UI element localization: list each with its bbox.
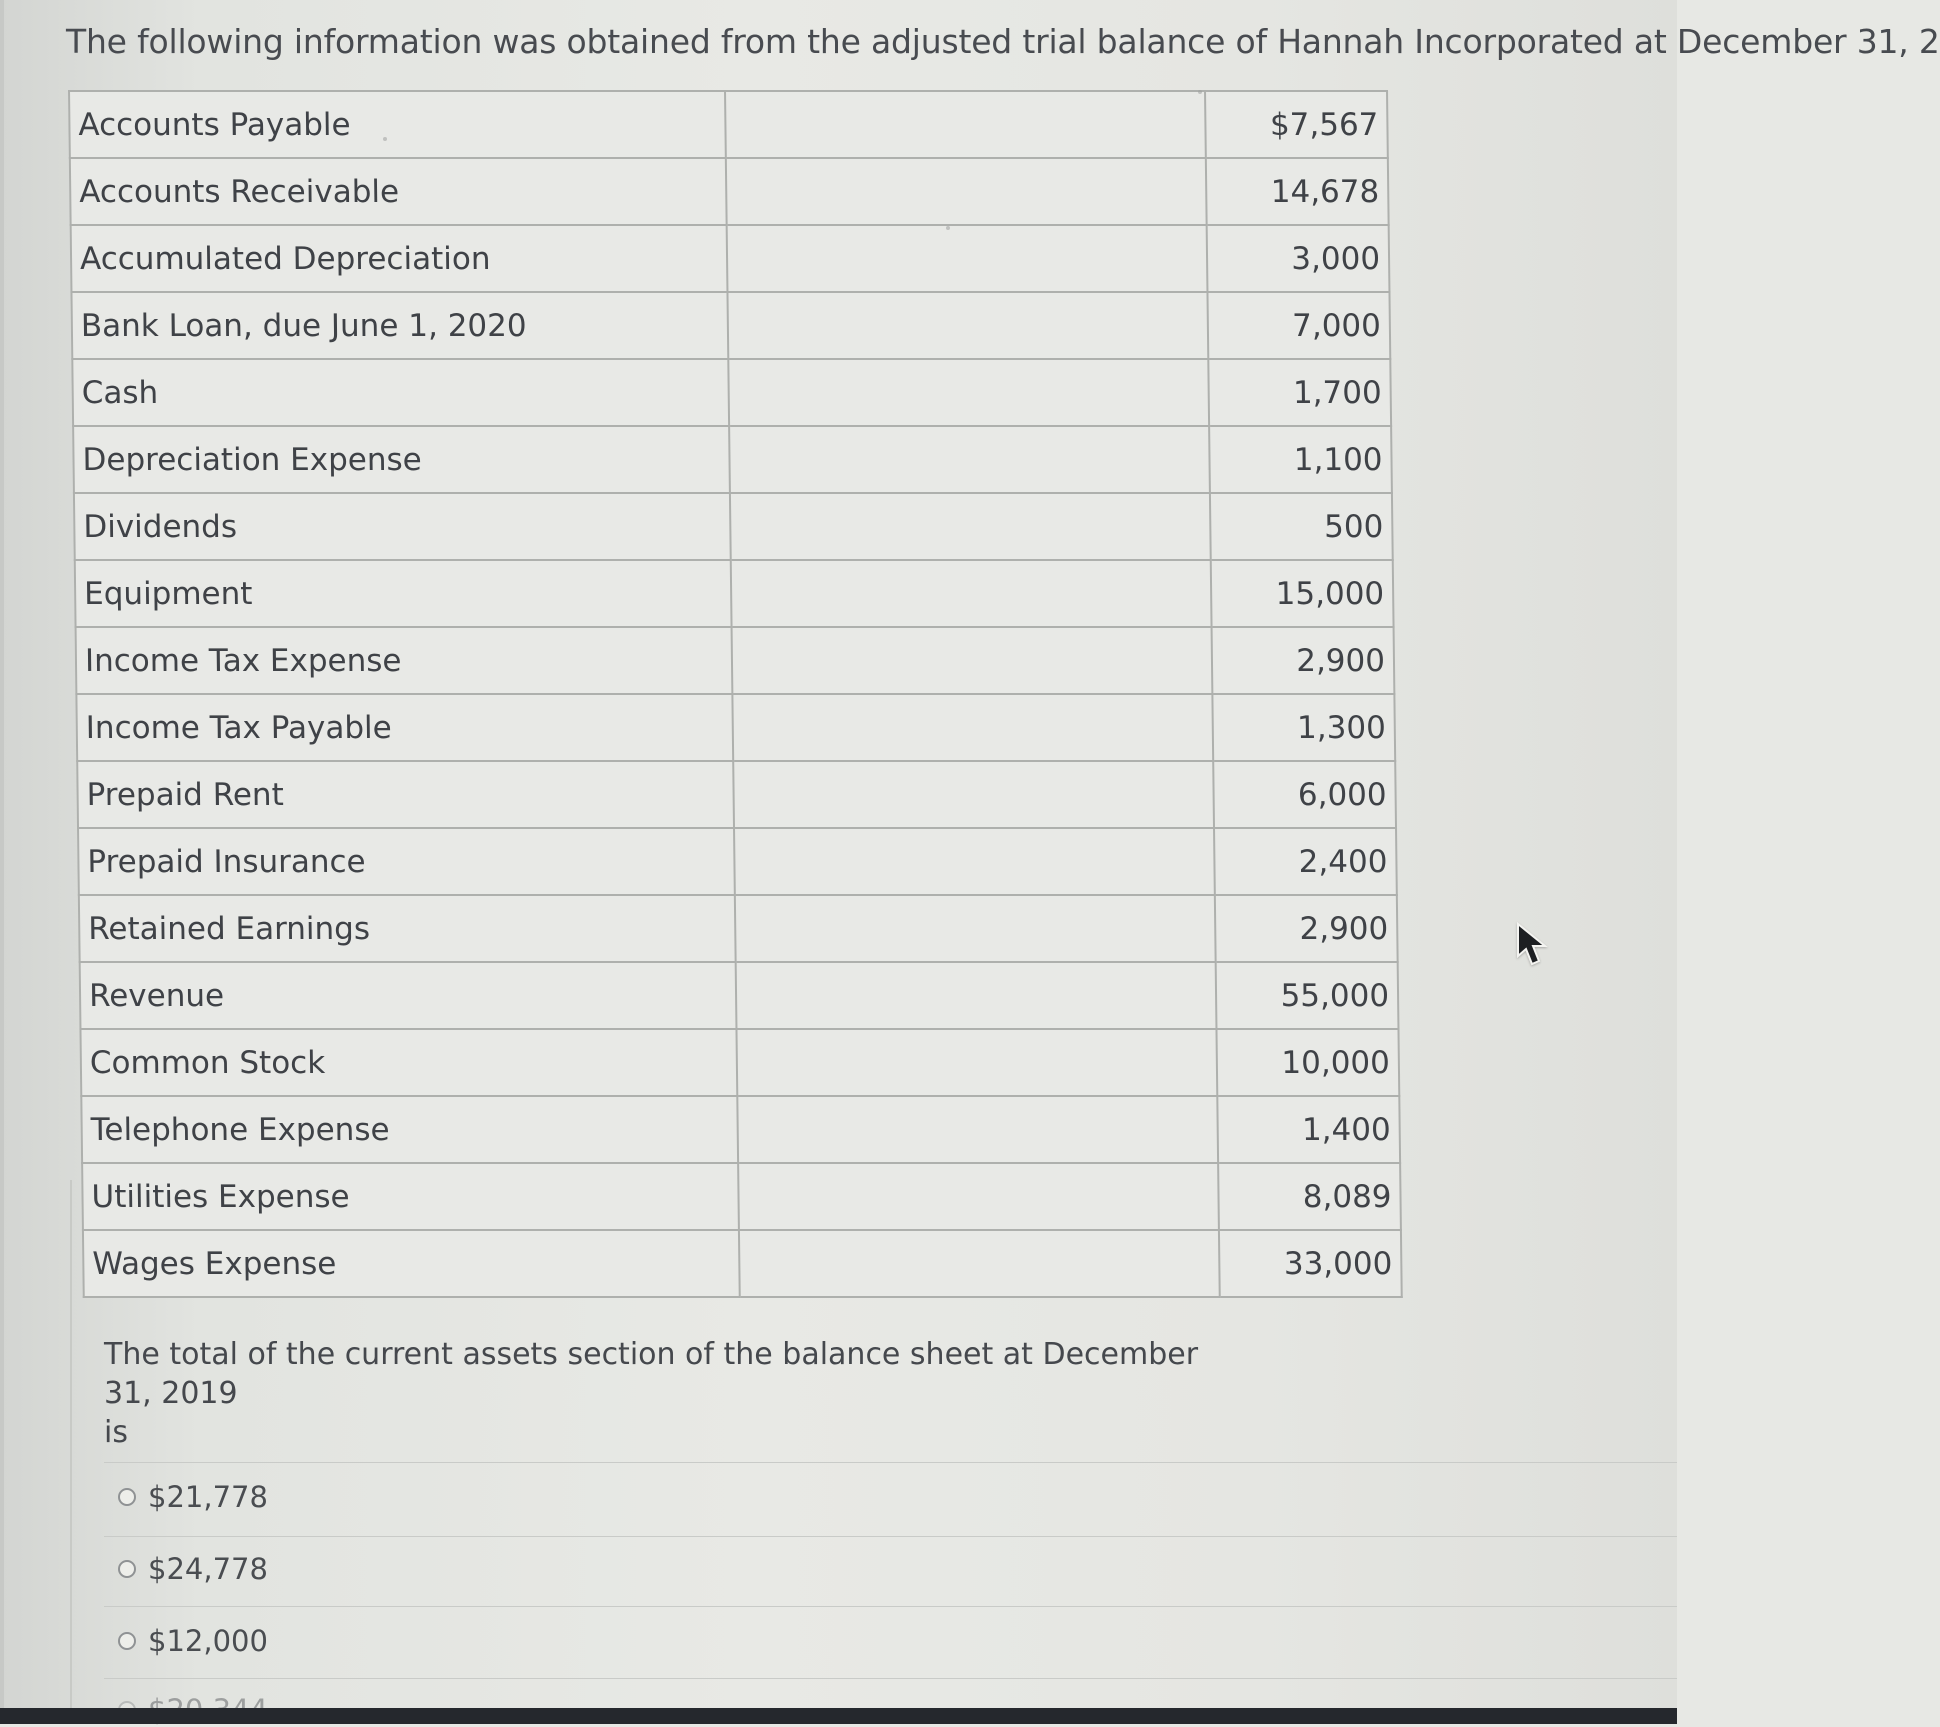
answer-option-3[interactable] — [118, 1624, 268, 1658]
empty-cell — [738, 1163, 1219, 1230]
amount-cell: 1,100 — [1209, 426, 1392, 493]
table-row — [73, 426, 1392, 493]
table-row — [70, 158, 1389, 225]
radio-button-icon[interactable] — [118, 1632, 136, 1650]
amount-cell: 6,000 — [1213, 761, 1396, 828]
account-name-cell: Common Stock — [80, 1029, 737, 1096]
mouse-pointer-icon — [1510, 922, 1550, 968]
amount-cell: 7,000 — [1207, 292, 1390, 359]
account-name-cell: Depreciation Expense — [73, 426, 730, 493]
table-row — [74, 493, 1393, 560]
radio-button-icon[interactable] — [118, 1560, 136, 1578]
account-name-cell: Dividends — [74, 493, 731, 560]
table-row — [81, 1096, 1400, 1163]
empty-cell — [726, 158, 1207, 225]
account-name-cell: Accounts Receivable — [70, 158, 727, 225]
account-name-cell: Prepaid Rent — [77, 761, 734, 828]
table-row — [75, 560, 1394, 627]
amount-cell: 33,000 — [1219, 1230, 1402, 1297]
account-name-cell: Income Tax Payable — [76, 694, 733, 761]
empty-cell — [737, 1096, 1218, 1163]
content-left-rule — [70, 1180, 72, 1724]
table-row — [82, 1163, 1401, 1230]
amount-cell: 1,300 — [1212, 694, 1395, 761]
option-separator — [104, 1606, 1677, 1607]
table-row — [69, 91, 1388, 158]
table-row — [76, 694, 1395, 761]
screen-smudge — [383, 137, 387, 141]
account-name-cell: Telephone Expense — [81, 1096, 738, 1163]
amount-cell: 500 — [1210, 493, 1393, 560]
amount-cell: 15,000 — [1211, 560, 1394, 627]
empty-cell — [731, 560, 1212, 627]
empty-cell — [729, 426, 1210, 493]
amount-cell: $7,567 — [1205, 91, 1388, 158]
account-name-cell: Prepaid Insurance — [78, 828, 735, 895]
table-row — [83, 1230, 1402, 1297]
amount-cell: 1,400 — [1217, 1096, 1400, 1163]
table-row — [71, 225, 1390, 292]
question-line-2: is — [104, 1415, 128, 1450]
screen-smudge — [1198, 90, 1202, 94]
amount-cell: 2,900 — [1215, 895, 1398, 962]
amount-cell: 8,089 — [1218, 1163, 1401, 1230]
table-row — [77, 761, 1396, 828]
amount-cell: 1,700 — [1208, 359, 1391, 426]
table-row — [79, 895, 1398, 962]
empty-cell — [734, 828, 1215, 895]
problem-intro-text: The following information was obtained from the adjusted trial balance of Hannah Incorporated at December 31, 2 — [66, 22, 1940, 61]
empty-cell — [730, 493, 1211, 560]
option-separator — [104, 1678, 1677, 1679]
empty-cell — [732, 627, 1213, 694]
adjusted-trial-balance-table — [68, 90, 1403, 1298]
table-row — [72, 359, 1391, 426]
answer-option-label[interactable]: $21,778 — [148, 1480, 268, 1514]
account-name-cell: Cash — [72, 359, 729, 426]
radio-button-icon[interactable] — [118, 1488, 136, 1506]
option-separator — [104, 1462, 1677, 1463]
empty-cell — [725, 91, 1206, 158]
question-prompt — [104, 1335, 1204, 1452]
empty-cell — [732, 694, 1213, 761]
amount-cell: 55,000 — [1216, 962, 1399, 1029]
account-name-cell: Revenue — [80, 962, 737, 1029]
account-name-cell: Utilities Expense — [82, 1163, 739, 1230]
empty-cell — [728, 359, 1209, 426]
empty-cell — [733, 761, 1214, 828]
answer-option-label[interactable]: $24,778 — [148, 1552, 268, 1586]
table-row — [78, 828, 1397, 895]
account-name-cell: Retained Earnings — [79, 895, 736, 962]
amount-cell: 3,000 — [1207, 225, 1390, 292]
empty-cell — [739, 1230, 1220, 1297]
empty-cell — [727, 225, 1208, 292]
question-line-1: The total of the current assets section of the balance sheet at December 31, 2019 — [104, 1337, 1199, 1411]
answer-option-1[interactable] — [118, 1480, 268, 1514]
table-row — [80, 962, 1399, 1029]
account-name-cell: Equipment — [75, 560, 732, 627]
amount-cell: 14,678 — [1206, 158, 1389, 225]
account-name-cell: Bank Loan, due June 1, 2020 — [71, 292, 728, 359]
empty-cell — [735, 895, 1216, 962]
table-row — [80, 1029, 1399, 1096]
left-page-border — [0, 0, 4, 1724]
table-row — [76, 627, 1395, 694]
empty-cell — [727, 292, 1208, 359]
account-name-cell: Wages Expense — [83, 1230, 740, 1297]
empty-cell — [736, 1029, 1217, 1096]
amount-cell: 10,000 — [1216, 1029, 1399, 1096]
option-separator — [104, 1536, 1677, 1537]
empty-cell — [736, 962, 1217, 1029]
account-name-cell: Accounts Payable — [69, 91, 726, 158]
amount-cell: 2,900 — [1212, 627, 1395, 694]
table-row — [71, 292, 1390, 359]
screen-smudge — [946, 226, 950, 230]
answer-option-label[interactable]: $12,000 — [148, 1624, 268, 1658]
bottom-dark-bar — [0, 1708, 1677, 1724]
answer-option-2[interactable] — [118, 1552, 268, 1586]
amount-cell: 2,400 — [1214, 828, 1397, 895]
account-name-cell: Accumulated Depreciation — [71, 225, 728, 292]
account-name-cell: Income Tax Expense — [76, 627, 733, 694]
